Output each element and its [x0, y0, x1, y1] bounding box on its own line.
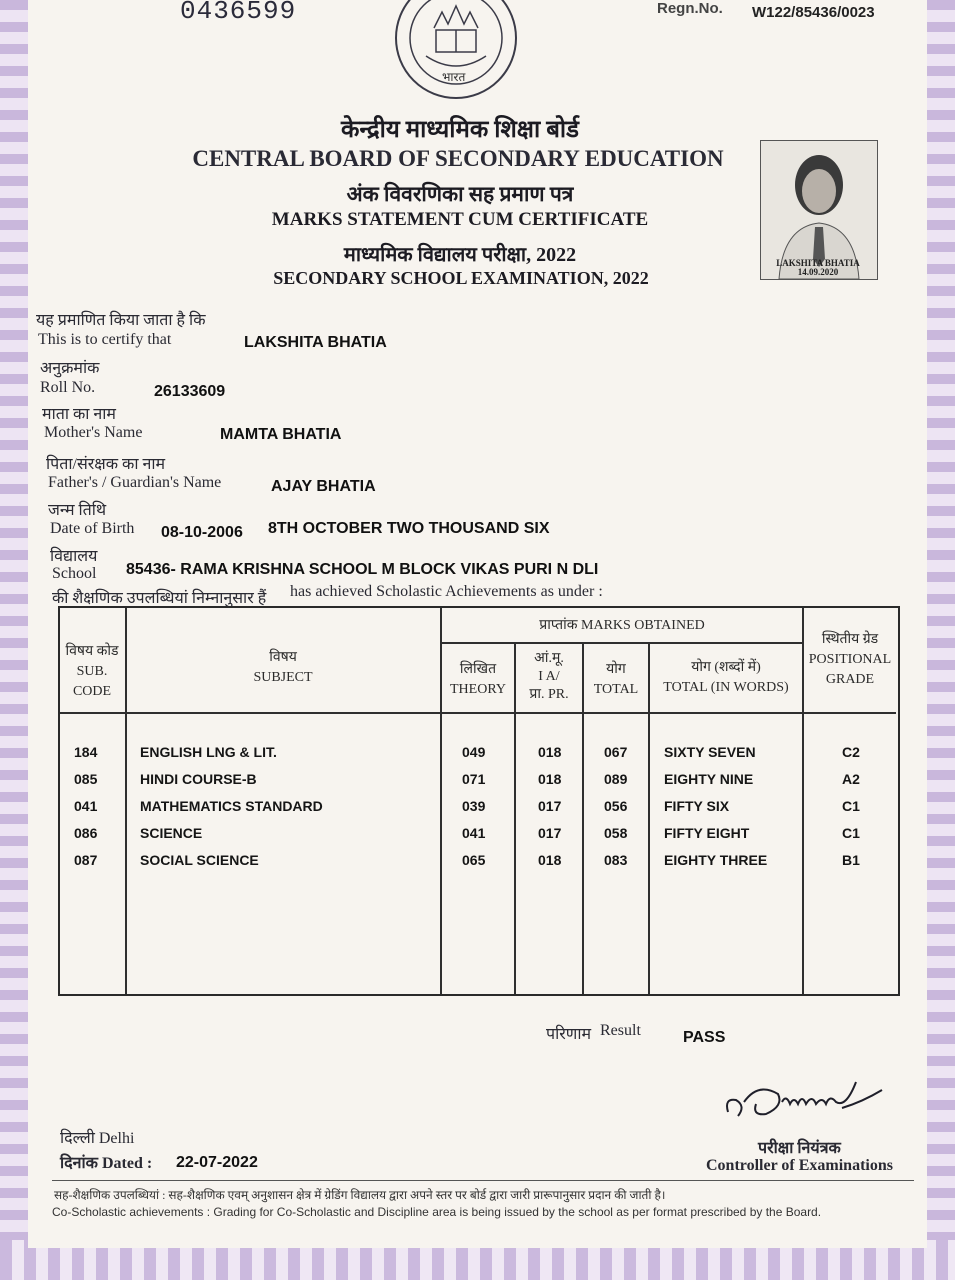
- table-divider: [440, 642, 802, 644]
- cell-total: 058: [604, 825, 628, 841]
- col-header-grade: स्थितीय ग्रेड POSITIONAL GRADE: [808, 632, 892, 687]
- cell-total: 056: [604, 798, 628, 814]
- dated-value: 22-07-2022: [176, 1154, 258, 1171]
- student-name: LAKSHITA BHATIA: [244, 334, 387, 351]
- board-title-hindi: केन्द्रीय माध्यमिक शिक्षा बोर्ड: [341, 117, 579, 143]
- cell-subject: SCIENCE: [140, 825, 203, 841]
- board-title-english: CENTRAL BOARD OF SECONDARY EDUCATION: [192, 146, 724, 171]
- father-name: AJAY BHATIA: [271, 478, 376, 495]
- cell-theory: 071: [462, 771, 486, 787]
- regn-value: W122/85436/0023: [752, 4, 875, 21]
- school-label: School: [52, 565, 97, 582]
- cell-ia: 018: [538, 771, 562, 787]
- cell-subject: MATHEMATICS STANDARD: [140, 798, 323, 814]
- dob-value: 08-10-2006: [161, 524, 243, 541]
- photo-caption-date: 14.09.2020: [797, 267, 839, 277]
- certify-label-hindi: यह प्रमाणित किया जाता है कि: [36, 312, 206, 329]
- cell-ia: 017: [538, 798, 562, 814]
- col-header-total-words: योग (शब्दों में) TOTAL (IN WORDS): [663, 660, 789, 695]
- cell-subject: SOCIAL SCIENCE: [140, 852, 259, 868]
- mother-label: Mother's Name: [44, 424, 143, 441]
- cbse-seal-icon: [392, 0, 520, 106]
- marks-table: [58, 606, 900, 996]
- cell-ia: 018: [538, 744, 562, 760]
- dob-in-words: 8TH OCTOBER TWO THOUSAND SIX: [268, 520, 550, 537]
- cell-theory: 039: [462, 798, 486, 814]
- roll-label-hindi: अनुक्रमांक: [40, 360, 100, 377]
- cell-words: FIFTY SIX: [664, 798, 730, 814]
- controller-label: Controller of Examinations: [706, 1157, 893, 1174]
- controller-signature: [722, 1072, 892, 1132]
- col-header-ia: आं.मू. I A/ प्रा. PR.: [529, 651, 569, 702]
- photo-caption: [762, 259, 874, 277]
- serial-number: 0436599: [180, 0, 297, 26]
- photo-caption-name: LAKSHITA BHATIA: [776, 258, 860, 268]
- cell-code: 086: [74, 825, 98, 841]
- cell-words: FIFTY EIGHT: [664, 825, 750, 841]
- co-scholastic-note-hindi: सह-शैक्षणिक उपलब्धियां : सह-शैक्षणिक एवम् अनुशासन क्षेत्र में ग्रेडिंग विद्यालय द्वारा अपने स्तर पर बोर्ड द्वारा जारी प्रारूपानुसार प्रदान की जाती है।: [54, 1188, 666, 1202]
- document-title-english: MARKS STATEMENT CUM CERTIFICATE: [271, 209, 649, 230]
- mother-name: MAMTA BHATIA: [220, 426, 342, 443]
- cell-ia: 017: [538, 825, 562, 841]
- roll-label: Roll No.: [40, 379, 96, 396]
- footer-divider: [52, 1180, 914, 1181]
- co-scholastic-note: Co-Scholastic achievements : Grading for Co-Scholastic and Discipline area is being issued by the school as per format prescribed by the Board.: [52, 1205, 822, 1219]
- cell-theory: 065: [462, 852, 486, 868]
- col-header-total: योग TOTAL: [593, 662, 639, 697]
- seal-text: भारत: [442, 70, 466, 84]
- document-title-hindi: अंक विवरणिका सह प्रमाण पत्र: [346, 182, 574, 206]
- achieved-label-hindi: की शैक्षणिक उपलब्धियां निम्नानुसार हैं: [52, 590, 267, 607]
- cell-total: 067: [604, 744, 628, 760]
- result-value: PASS: [683, 1029, 726, 1046]
- cell-subject: ENGLISH LNG & LIT.: [140, 744, 277, 760]
- cell-code: 041: [74, 798, 98, 814]
- place-label: दिल्ली Delhi: [60, 1130, 135, 1147]
- father-label-hindi: पिता/संरक्षक का नाम: [46, 456, 166, 473]
- cell-total: 083: [604, 852, 628, 868]
- cell-words: EIGHTY NINE: [664, 771, 754, 787]
- school-label-hindi: विद्यालय: [50, 548, 98, 565]
- exam-title-english: SECONDARY SCHOOL EXAMINATION, 2022: [273, 268, 649, 288]
- dob-label-hindi: जन्म तिथि: [48, 502, 107, 519]
- cell-grade: C1: [842, 798, 860, 814]
- cell-theory: 041: [462, 825, 486, 841]
- certify-label: This is to certify that: [38, 331, 172, 348]
- cell-code: 085: [74, 771, 98, 787]
- roll-number: 26133609: [154, 383, 226, 400]
- col-header-sub-code: विषय कोड SUB. CODE: [65, 644, 119, 699]
- father-label: Father's / Guardian's Name: [48, 474, 222, 491]
- cell-ia: 018: [538, 852, 562, 868]
- result-label-hindi: परिणाम: [546, 1026, 592, 1043]
- cell-words: EIGHTY THREE: [664, 852, 768, 868]
- col-header-theory: लिखित THEORY: [450, 662, 506, 697]
- cell-code: 087: [74, 852, 98, 868]
- col-header-marks-obtained: प्राप्तांक MARKS OBTAINED: [539, 618, 705, 633]
- dated-label: दिनांक Dated :: [60, 1155, 153, 1172]
- controller-label-hindi: परीक्षा नियंत्रक: [758, 1140, 841, 1157]
- cell-subject: HINDI COURSE-B: [140, 771, 257, 787]
- cell-grade: C1: [842, 825, 860, 841]
- regn-label: Regn.No.: [657, 0, 723, 17]
- exam-title-hindi: माध्यमिक विद्यालय परीक्षा, 2022: [343, 244, 577, 266]
- cell-grade: C2: [842, 744, 860, 760]
- result-label: Result: [600, 1022, 641, 1039]
- cell-words: SIXTY SEVEN: [664, 744, 756, 760]
- cell-grade: A2: [842, 771, 860, 787]
- mother-label-hindi: माता का नाम: [42, 406, 117, 423]
- cell-theory: 049: [462, 744, 486, 760]
- school-name: 85436- RAMA KRISHNA SCHOOL M BLOCK VIKAS PURI N DLI: [126, 561, 599, 578]
- cell-total: 089: [604, 771, 628, 787]
- cell-code: 184: [74, 744, 98, 760]
- col-header-subject: विषय SUBJECT: [253, 650, 313, 685]
- cell-grade: B1: [842, 852, 860, 868]
- achieved-label: has achieved Scholastic Achievements as under :: [290, 583, 603, 600]
- table-divider: [60, 712, 896, 714]
- dob-label: Date of Birth: [50, 520, 135, 537]
